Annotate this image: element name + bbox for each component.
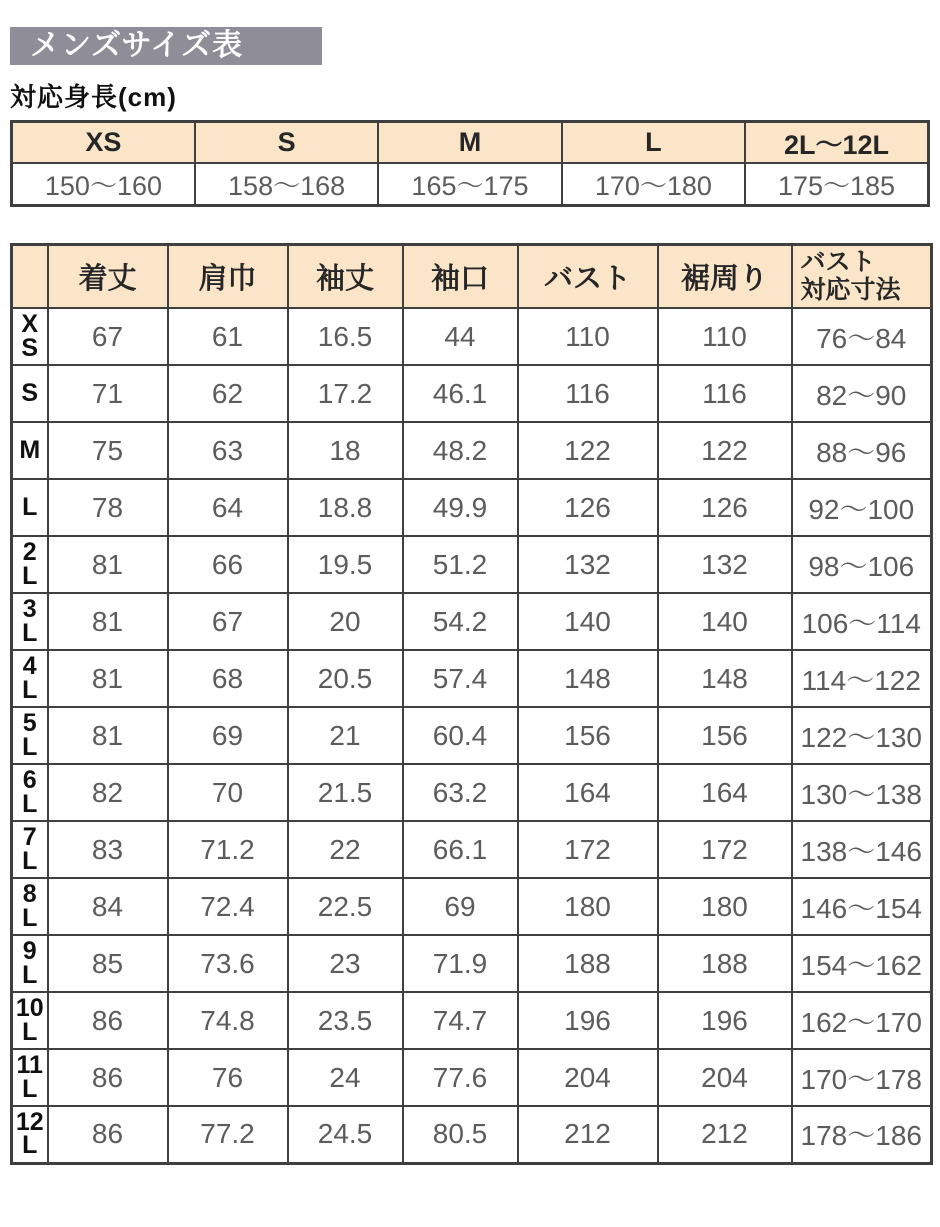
size-label-9L bbox=[12, 935, 48, 992]
measure-column-header: 裾周り bbox=[658, 244, 792, 308]
size-label-line: L bbox=[22, 618, 38, 647]
height-section-label: 対応身長(cm) bbox=[10, 82, 177, 112]
table-row bbox=[12, 593, 932, 650]
measurement-value: 71 bbox=[48, 365, 168, 422]
measurement-value: 63 bbox=[168, 422, 288, 479]
measurement-value: 188 bbox=[518, 935, 658, 992]
measurement-value: 86 bbox=[48, 1049, 168, 1106]
measurement-value: 88～96 bbox=[792, 422, 932, 479]
height-table bbox=[10, 120, 930, 207]
height-size-header: M bbox=[378, 122, 561, 164]
table-row bbox=[12, 878, 932, 935]
measurement-value: 16.5 bbox=[288, 308, 403, 365]
measurement-value: 116 bbox=[518, 365, 658, 422]
measurement-value: 172 bbox=[518, 821, 658, 878]
size-label-line: 6 bbox=[22, 765, 37, 794]
measurement-value: 164 bbox=[658, 764, 792, 821]
size-label-line: 2 bbox=[22, 537, 37, 566]
measurement-value: 75 bbox=[48, 422, 168, 479]
measurement-value: 76～84 bbox=[792, 308, 932, 365]
measurement-value: 48.2 bbox=[403, 422, 518, 479]
measurement-value: 86 bbox=[48, 992, 168, 1049]
table-row bbox=[12, 308, 932, 365]
table-row bbox=[12, 821, 932, 878]
size-label-line: 4 bbox=[22, 651, 37, 680]
measurement-value: 61 bbox=[168, 308, 288, 365]
measurement-value: 66.1 bbox=[403, 821, 518, 878]
measurement-value: 44 bbox=[403, 308, 518, 365]
measurement-value: 82～90 bbox=[792, 365, 932, 422]
measurement-value: 164 bbox=[518, 764, 658, 821]
size-label-line: L bbox=[22, 1131, 38, 1160]
size-label-4L bbox=[12, 650, 48, 707]
measurement-value: 46.1 bbox=[403, 365, 518, 422]
size-label-XS bbox=[12, 308, 48, 365]
size-label-L bbox=[12, 479, 48, 536]
measurement-value: 85 bbox=[48, 935, 168, 992]
size-table-header-row bbox=[12, 244, 932, 308]
size-label-6L bbox=[12, 764, 48, 821]
measurement-value: 57.4 bbox=[403, 650, 518, 707]
measurement-value: 212 bbox=[658, 1106, 792, 1163]
measurement-value: 148 bbox=[658, 650, 792, 707]
size-label-M bbox=[12, 422, 48, 479]
size-label-5L bbox=[12, 707, 48, 764]
measurement-value: 18 bbox=[288, 422, 403, 479]
measurement-value: 76 bbox=[168, 1049, 288, 1106]
measurement-value: 81 bbox=[48, 650, 168, 707]
measurement-value: 62 bbox=[168, 365, 288, 422]
measurement-value: 18.8 bbox=[288, 479, 403, 536]
measurement-value: 21 bbox=[288, 707, 403, 764]
measurement-value: 22 bbox=[288, 821, 403, 878]
size-table-body bbox=[12, 308, 932, 1163]
page-title: メンズサイズ表 bbox=[10, 27, 322, 65]
table-row bbox=[12, 479, 932, 536]
measurement-value: 70 bbox=[168, 764, 288, 821]
size-label-line: 9 bbox=[22, 936, 37, 965]
measurement-value: 82 bbox=[48, 764, 168, 821]
height-range-value: 150～160 bbox=[12, 163, 195, 205]
measurement-value: 63.2 bbox=[403, 764, 518, 821]
measurement-value: 81 bbox=[48, 593, 168, 650]
measurement-value: 126 bbox=[518, 479, 658, 536]
measurement-value: 212 bbox=[518, 1106, 658, 1163]
size-label-line: L bbox=[22, 675, 38, 704]
size-label-S bbox=[12, 365, 48, 422]
measurement-value: 77.6 bbox=[403, 1049, 518, 1106]
size-label-line: L bbox=[22, 789, 38, 818]
measurement-value: 122 bbox=[658, 422, 792, 479]
measurement-value: 146～154 bbox=[792, 878, 932, 935]
table-row bbox=[12, 365, 932, 422]
measurement-value: 110 bbox=[658, 308, 792, 365]
measurement-value: 162～170 bbox=[792, 992, 932, 1049]
size-label-line: M bbox=[19, 435, 41, 464]
measurement-value: 140 bbox=[518, 593, 658, 650]
measurement-value: 170～178 bbox=[792, 1049, 932, 1106]
size-label-line: 12 bbox=[15, 1107, 44, 1136]
measurement-value: 172 bbox=[658, 821, 792, 878]
measurement-value: 110 bbox=[518, 308, 658, 365]
measurement-value: 49.9 bbox=[403, 479, 518, 536]
size-label-line: L bbox=[22, 561, 38, 590]
measurement-value: 23.5 bbox=[288, 992, 403, 1049]
measurement-value: 132 bbox=[658, 536, 792, 593]
table-row bbox=[12, 764, 932, 821]
table-row bbox=[12, 536, 932, 593]
measurement-value: 77.2 bbox=[168, 1106, 288, 1163]
measure-column-header: 肩巾 bbox=[168, 244, 288, 308]
size-label-11L bbox=[12, 1049, 48, 1106]
size-label-line: X bbox=[21, 309, 39, 338]
measurement-value: 67 bbox=[48, 308, 168, 365]
measurement-value: 154～162 bbox=[792, 935, 932, 992]
measurement-value: 180 bbox=[658, 878, 792, 935]
measurement-value: 116 bbox=[658, 365, 792, 422]
size-label-line: 7 bbox=[22, 822, 37, 851]
table-row bbox=[12, 1106, 932, 1163]
size-label-7L bbox=[12, 821, 48, 878]
measurement-value: 204 bbox=[518, 1049, 658, 1106]
measurement-value: 180 bbox=[518, 878, 658, 935]
measurement-value: 69 bbox=[403, 878, 518, 935]
measurement-value: 156 bbox=[658, 707, 792, 764]
table-row bbox=[12, 992, 932, 1049]
measurement-value: 98～106 bbox=[792, 536, 932, 593]
measurement-value: 20 bbox=[288, 593, 403, 650]
height-table-header-row bbox=[12, 122, 929, 164]
measurement-value: 20.5 bbox=[288, 650, 403, 707]
measure-column-header: バスト bbox=[518, 244, 658, 308]
size-label-line: S bbox=[21, 333, 39, 362]
measurement-value: 74.7 bbox=[403, 992, 518, 1049]
size-label-3L bbox=[12, 593, 48, 650]
measurement-value: 140 bbox=[658, 593, 792, 650]
measurement-value: 24.5 bbox=[288, 1106, 403, 1163]
table-row bbox=[12, 1049, 932, 1106]
measurement-value: 64 bbox=[168, 479, 288, 536]
measurement-value: 22.5 bbox=[288, 878, 403, 935]
measurement-value: 60.4 bbox=[403, 707, 518, 764]
measurement-value: 204 bbox=[658, 1049, 792, 1106]
size-label-line: L bbox=[22, 732, 38, 761]
measurement-value: 51.2 bbox=[403, 536, 518, 593]
measurement-value: 78 bbox=[48, 479, 168, 536]
measurement-value: 71.9 bbox=[403, 935, 518, 992]
measurement-value: 92～100 bbox=[792, 479, 932, 536]
size-label-line: S bbox=[21, 378, 39, 407]
size-label-line: 8 bbox=[22, 879, 37, 908]
height-size-header: XS bbox=[12, 122, 195, 164]
size-label-line: 5 bbox=[22, 708, 37, 737]
measurement-value: 86 bbox=[48, 1106, 168, 1163]
measurement-value: 17.2 bbox=[288, 365, 403, 422]
table-row bbox=[12, 707, 932, 764]
measurement-value: 71.2 bbox=[168, 821, 288, 878]
measurement-value: 106～114 bbox=[792, 593, 932, 650]
height-size-header: S bbox=[195, 122, 378, 164]
height-range-value: 158～168 bbox=[195, 163, 378, 205]
measurement-value: 132 bbox=[518, 536, 658, 593]
measurement-value: 156 bbox=[518, 707, 658, 764]
measurement-value: 19.5 bbox=[288, 536, 403, 593]
measurement-value: 138～146 bbox=[792, 821, 932, 878]
size-label-10L bbox=[12, 992, 48, 1049]
bust-range-header-line: 対応寸法 bbox=[800, 276, 901, 305]
size-label-line: L bbox=[22, 960, 38, 989]
measurement-value: 69 bbox=[168, 707, 288, 764]
table-row bbox=[12, 650, 932, 707]
measurement-value: 54.2 bbox=[403, 593, 518, 650]
measurement-value: 84 bbox=[48, 878, 168, 935]
measurement-value: 130～138 bbox=[792, 764, 932, 821]
measurement-value: 68 bbox=[168, 650, 288, 707]
size-label-2L bbox=[12, 536, 48, 593]
measurement-value: 72.4 bbox=[168, 878, 288, 935]
measurement-value: 148 bbox=[518, 650, 658, 707]
size-label-8L bbox=[12, 878, 48, 935]
bust-range-header-line: バスト bbox=[800, 247, 876, 276]
measure-column-header: 着丈 bbox=[48, 244, 168, 308]
height-range-value: 175～185 bbox=[745, 163, 928, 205]
measurement-value: 122～130 bbox=[792, 707, 932, 764]
size-label-line: 11 bbox=[16, 1050, 43, 1079]
measurement-value: 21.5 bbox=[288, 764, 403, 821]
bust-range-column-header bbox=[792, 244, 932, 308]
size-label-line: L bbox=[22, 1017, 38, 1046]
measurement-value: 73.6 bbox=[168, 935, 288, 992]
size-label-line: 10 bbox=[15, 993, 44, 1022]
measurement-value: 126 bbox=[658, 479, 792, 536]
measurement-value: 188 bbox=[658, 935, 792, 992]
measurement-value: 81 bbox=[48, 707, 168, 764]
size-label-line: 3 bbox=[22, 594, 37, 623]
measurement-value: 114～122 bbox=[792, 650, 932, 707]
measurement-value: 178～186 bbox=[792, 1106, 932, 1163]
height-range-value: 170～180 bbox=[562, 163, 745, 205]
size-label-line: L bbox=[22, 846, 38, 875]
measurement-value: 196 bbox=[518, 992, 658, 1049]
height-size-header: L bbox=[562, 122, 745, 164]
measurement-value: 196 bbox=[658, 992, 792, 1049]
table-row bbox=[12, 422, 932, 479]
size-table bbox=[10, 243, 933, 1165]
height-size-header: 2L～12L bbox=[745, 122, 928, 164]
measurement-value: 83 bbox=[48, 821, 168, 878]
corner-cell bbox=[12, 244, 48, 308]
height-table-value-row bbox=[12, 163, 929, 205]
measurement-value: 80.5 bbox=[403, 1106, 518, 1163]
size-label-line: L bbox=[22, 1074, 38, 1103]
measurement-value: 66 bbox=[168, 536, 288, 593]
size-label-12L bbox=[12, 1106, 48, 1163]
measurement-value: 24 bbox=[288, 1049, 403, 1106]
measurement-value: 122 bbox=[518, 422, 658, 479]
measurement-value: 67 bbox=[168, 593, 288, 650]
measurement-value: 81 bbox=[48, 536, 168, 593]
measure-column-header: 袖口 bbox=[403, 244, 518, 308]
measurement-value: 23 bbox=[288, 935, 403, 992]
measurement-value: 74.8 bbox=[168, 992, 288, 1049]
size-label-line: L bbox=[22, 492, 38, 521]
height-range-value: 165～175 bbox=[378, 163, 561, 205]
measure-column-header: 袖丈 bbox=[288, 244, 403, 308]
table-row bbox=[12, 935, 932, 992]
size-label-line: L bbox=[22, 903, 38, 932]
